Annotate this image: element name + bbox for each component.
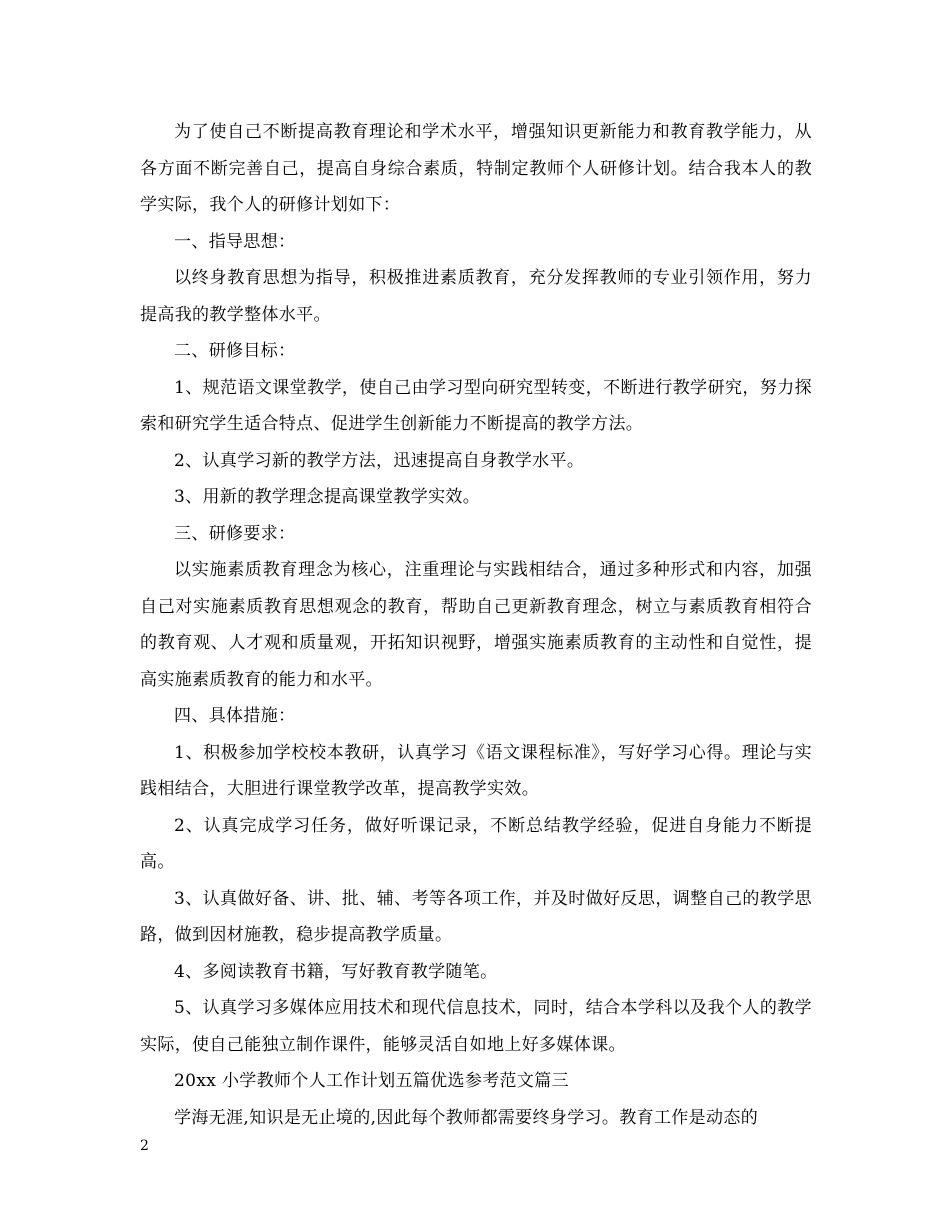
section-heading-study-goals: 二、研修目标： bbox=[174, 341, 296, 361]
article-opening-paragraph: 学海无涯,知识是无止境的,因此每个教师都需要终身学习。教育工作是动态的 bbox=[174, 1107, 759, 1128]
section-heading-guiding-thought: 一、指导思想： bbox=[174, 231, 296, 252]
measure-item-2: 2、认真完成学习任务，做好听课记录，不断总结教学经验，促进自身能力不断提高。 bbox=[140, 815, 812, 872]
section-heading-specific-measures: 四、具体措施： bbox=[174, 706, 296, 726]
section-heading-study-requirements: 三、研修要求： bbox=[174, 523, 296, 544]
measure-item-1: 1、积极参加学校校本教研，认真学习《语文课程标准》，写好学习心得。理论与实践相结合，大胆进行课堂教学改革，提高教学实效。 bbox=[140, 742, 812, 799]
intro-paragraph: 为了使自己不断提高教育理论和学术水平，增强知识更新能力和教育教学能力，从各方面不断完善自己，提高自身综合素质，特制定教师个人研修计划。结合我本人的教学实际，我个人的研修计划如下： bbox=[140, 122, 812, 215]
measure-item-5: 5、认真学习多媒体应用技术和现代信息技术，同时，结合本学科以及我个人的教学实际，使自己能独立制作课件，能够灵活自如地上好多媒体课。 bbox=[140, 998, 812, 1055]
study-goal-item-1: 1、规范语文课堂教学，使自己由学习型向研究型转变，不断进行教学研究，努力探索和研究学生适合特点、促进学生创新能力不断提高的教学方法。 bbox=[140, 377, 812, 434]
guiding-thought-paragraph: 以终身教育思想为指导，积极推进素质教育，充分发挥教师的专业引领作用，努力提高我的教学整体水平。 bbox=[140, 268, 812, 325]
document-body bbox=[140, 114, 812, 1136]
study-goal-item-3: 3、用新的教学理念提高课堂教学实效。 bbox=[174, 487, 481, 507]
measure-item-4: 4、多阅读教育书籍，写好教育教学随笔。 bbox=[174, 961, 498, 982]
study-goal-item-2: 2、认真学习新的教学方法，迅速提高自身教学水平。 bbox=[174, 450, 585, 471]
article-title-part-3: 20xx 小学教师个人工作计划五篇优选参考范文篇三 bbox=[174, 1071, 569, 1091]
measure-item-3: 3、认真做好备、讲、批、辅、考等各项工作，并及时做好反思，调整自己的教学思路，做到因材施教，稳步提高教学质量。 bbox=[140, 888, 812, 945]
study-requirements-paragraph: 以实施素质教育理念为核心，注重理论与实践相结合，通过多种形式和内容，加强自己对实施素质教育思想观念的教育，帮助自己更新教育理念，树立与素质教育相符合的教育观、人才观和质量观，开拓知识视野，增强实施素质教育的主动性和自觉性，提高实施素质教育的能力和水平。 bbox=[140, 560, 812, 690]
page-number: 2 bbox=[140, 1138, 149, 1154]
